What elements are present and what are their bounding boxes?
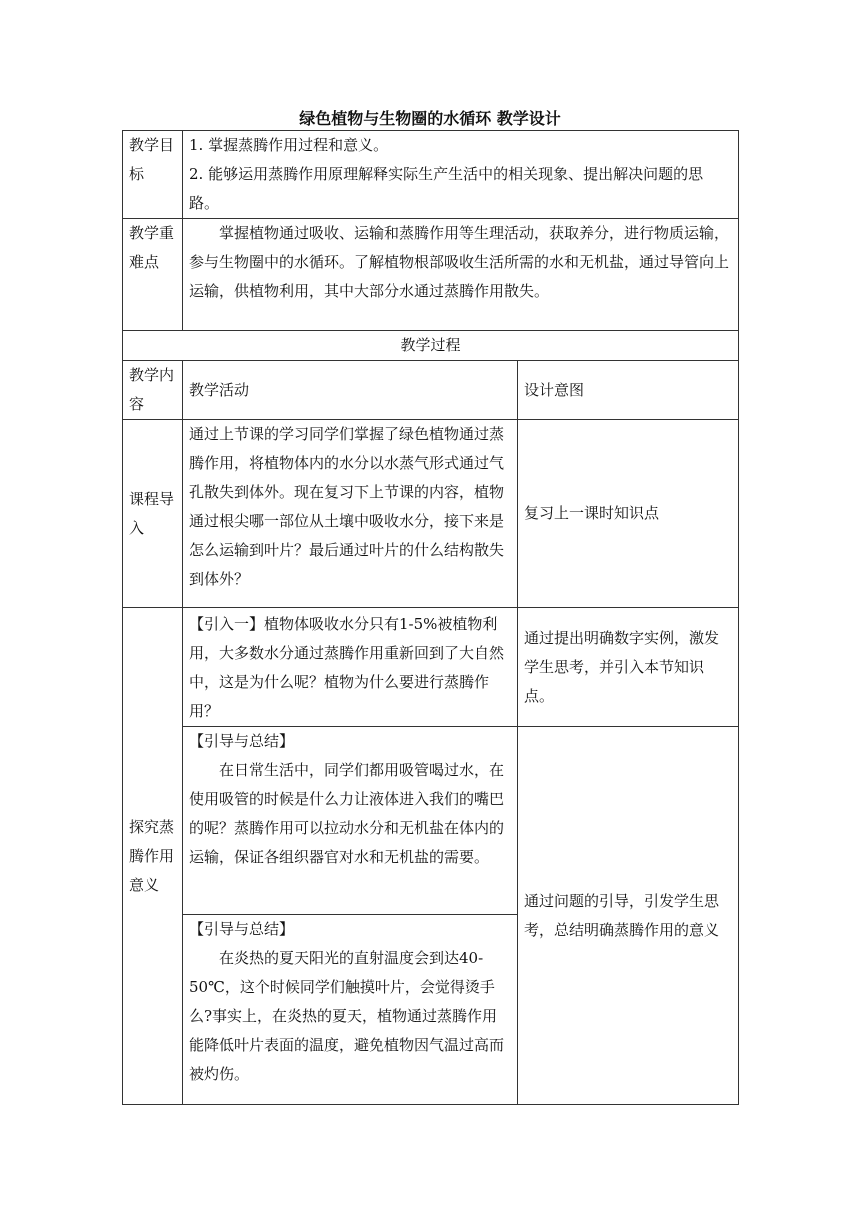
explore-row-2 <box>123 727 739 915</box>
explore-row-1 <box>123 608 739 727</box>
goal-item: 2. 能够运用蒸腾作用原理解释实际生产生活中的相关现象、提出解决问题的思路。 <box>189 165 704 212</box>
goals-row <box>123 131 739 219</box>
key-points-content <box>183 219 739 331</box>
explore-content-label: 探究蒸腾作用意义 <box>123 608 183 1105</box>
process-title: 教学过程 <box>123 331 739 361</box>
header-activity: 教学活动 <box>183 361 518 420</box>
explore-intent-2: 通过问题的引导，引发学生思考，总结明确蒸腾作用的意义 <box>518 727 739 1105</box>
key-points-text: 掌握植物通过吸收、运输和蒸腾作用等生理活动，获取养分，进行物质运输，参与生物圈中的水循环。了解植物根部吸收生活所需的水和无机盐，通过导管向上运输，供植物利用，其中大部分水通过蒸腾作用散失。 <box>189 224 730 300</box>
document-title: 绿色植物与生物圈的水循环 教学设计 <box>299 109 561 128</box>
key-points-row <box>123 219 739 331</box>
goal-item: 1. 掌握蒸腾作用过程和意义。 <box>189 136 389 154</box>
header-content: 教学内容 <box>123 361 183 420</box>
goals-content <box>183 131 739 219</box>
intro-intent: 复习上一课时知识点 <box>518 420 739 608</box>
activity-heading: 【引导与总结】 <box>189 732 295 750</box>
process-title-row <box>123 331 739 361</box>
lesson-plan-table <box>122 130 739 1105</box>
header-intent: 设计意图 <box>518 361 739 420</box>
header-row <box>123 361 739 420</box>
explore-activity-2 <box>183 727 518 915</box>
activity-body: 在炎热的夏天阳光的直射温度会到达40-50℃，这个时候同学们触摸叶片，会觉得烫手么?事实上，在炎热的夏天，植物通过蒸腾作用能降低叶片表面的温度，避免植物因气温过高而被灼伤。 <box>189 949 505 1083</box>
activity-body: 在日常生活中，同学们都用吸管喝过水，在使用吸管的时候是什么力让液体进入我们的嘴巴的呢？蒸腾作用可以拉动水分和无机盐在体内的运输，保证各组织器官对水和无机盐的需要。 <box>189 761 505 866</box>
explore-intent-1: 通过提出明确数字实例，激发学生思考，并引入本节知识点。 <box>518 608 739 727</box>
explore-activity-3 <box>183 915 518 1105</box>
key-points-label: 教学重难点 <box>123 219 183 331</box>
explore-activity-1: 【引入一】植物体吸收水分只有1-5%被植物利用，大多数水分通过蒸腾作用重新回到了大自然中，这是为什么呢？植物为什么要进行蒸腾作用？ <box>183 608 518 727</box>
intro-activity: 通过上节课的学习同学们掌握了绿色植物通过蒸腾作用，将植物体内的水分以水蒸气形式通过气孔散失到体外。现在复习下上节课的内容，植物通过根尖哪一部位从土壤中吸收水分，接下来是怎么运输到叶片？最后通过叶片的什么结构散失到体外？ <box>183 420 518 608</box>
goals-label: 教学目标 <box>123 131 183 219</box>
intro-content-label: 课程导入 <box>123 420 183 608</box>
intro-row <box>123 420 739 608</box>
activity-heading: 【引导与总结】 <box>189 920 295 938</box>
